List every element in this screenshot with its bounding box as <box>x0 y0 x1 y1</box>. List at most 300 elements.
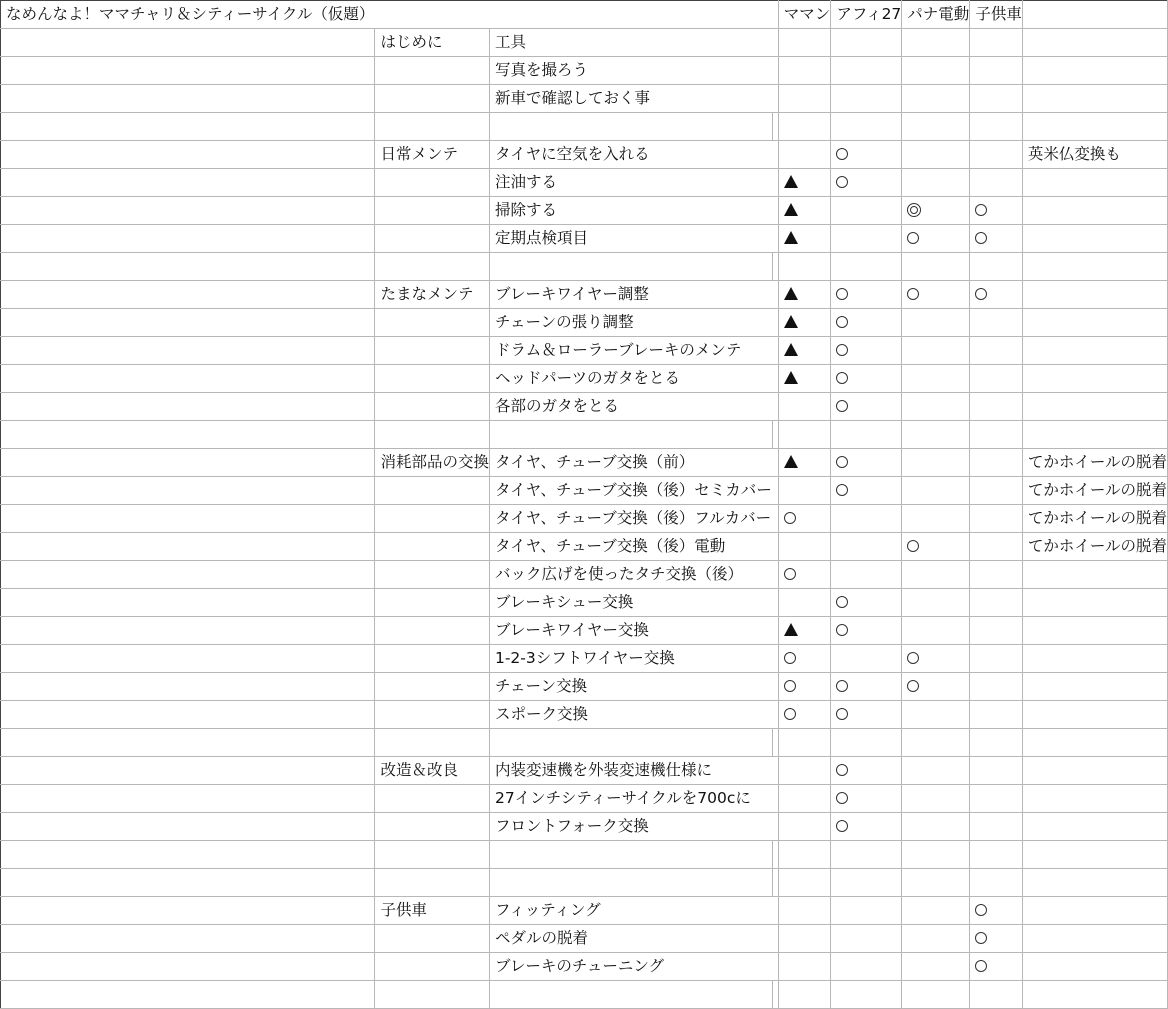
mark-cell[interactable] <box>902 701 970 729</box>
item-cell[interactable] <box>489 813 772 841</box>
item-cell-text: ブレーキシュー交換 <box>494 593 634 611</box>
mark-cell[interactable] <box>778 225 831 253</box>
item-cell[interactable] <box>489 673 772 701</box>
mark-cell[interactable] <box>831 841 902 869</box>
mark-cell[interactable] <box>778 925 831 953</box>
category-cell[interactable] <box>375 449 490 477</box>
note-cell[interactable] <box>1022 925 1167 953</box>
item-cell[interactable] <box>489 645 772 673</box>
mark-cell[interactable] <box>902 57 970 85</box>
category-cell[interactable] <box>375 869 490 897</box>
mark-cell[interactable] <box>778 421 831 449</box>
note-cell[interactable] <box>1022 113 1167 141</box>
mark-cell[interactable] <box>902 561 970 589</box>
mark-cell[interactable] <box>831 729 902 757</box>
note-cell[interactable] <box>1022 981 1167 1009</box>
item-cell[interactable] <box>489 841 772 869</box>
mark-cell[interactable] <box>970 505 1023 533</box>
mark-cell[interactable] <box>831 29 902 57</box>
mark-cell[interactable] <box>778 561 831 589</box>
note-cell[interactable] <box>1022 337 1167 365</box>
column-header[interactable] <box>902 1 970 29</box>
mark-cell[interactable] <box>902 673 970 701</box>
mark-cell[interactable] <box>831 701 902 729</box>
category-cell[interactable] <box>375 477 490 505</box>
note-cell[interactable] <box>1022 869 1167 897</box>
category-cell[interactable] <box>375 813 490 841</box>
mark-cell[interactable] <box>902 169 970 197</box>
mark-cell[interactable] <box>778 869 831 897</box>
item-cell[interactable] <box>489 253 772 281</box>
item-cell[interactable] <box>489 29 772 57</box>
row-cell[interactable] <box>1 169 375 197</box>
mark-cell[interactable] <box>778 729 831 757</box>
mark-cell[interactable] <box>902 365 970 393</box>
row-cell[interactable] <box>1 505 375 533</box>
mark-cell[interactable] <box>778 813 831 841</box>
mark-cell[interactable] <box>970 57 1023 85</box>
category-cell[interactable] <box>375 141 490 169</box>
category-cell[interactable] <box>375 981 490 1009</box>
row-cell[interactable] <box>1 729 375 757</box>
mark-cell[interactable] <box>970 561 1023 589</box>
row-cell[interactable] <box>1 757 375 785</box>
mark-cell[interactable] <box>778 757 831 785</box>
mark-cell[interactable] <box>970 897 1023 925</box>
row-cell[interactable] <box>1 225 375 253</box>
mark-cell[interactable] <box>778 589 831 617</box>
mark-cell[interactable] <box>778 309 831 337</box>
mark-cell[interactable] <box>778 29 831 57</box>
row-cell[interactable] <box>1 253 375 281</box>
mark-cell[interactable] <box>970 393 1023 421</box>
mark-cell[interactable] <box>831 925 902 953</box>
note-cell[interactable] <box>1022 449 1167 477</box>
mark-cell[interactable] <box>831 85 902 113</box>
row-cell[interactable] <box>1 953 375 981</box>
row-cell[interactable] <box>1 645 375 673</box>
note-cell[interactable] <box>1022 505 1167 533</box>
note-cell[interactable] <box>1022 785 1167 813</box>
mark-cell[interactable] <box>831 785 902 813</box>
row-cell[interactable] <box>1 449 375 477</box>
mark-cell[interactable] <box>902 757 970 785</box>
mark-cell[interactable] <box>831 225 902 253</box>
mark-cell[interactable] <box>970 533 1023 561</box>
mark-cell[interactable] <box>778 365 831 393</box>
mark-cell[interactable] <box>902 785 970 813</box>
category-cell[interactable] <box>375 589 490 617</box>
title-cell[interactable] <box>1 1 375 29</box>
mark-cell[interactable] <box>970 981 1023 1009</box>
mark-cell[interactable] <box>831 953 902 981</box>
mark-cell[interactable] <box>778 897 831 925</box>
title-overflow-cell[interactable] <box>375 1 490 29</box>
mark-cell[interactable] <box>970 813 1023 841</box>
row-cell[interactable] <box>1 561 375 589</box>
mark-cell[interactable] <box>970 29 1023 57</box>
mark-cell[interactable] <box>970 925 1023 953</box>
mark-cell[interactable] <box>778 953 831 981</box>
category-cell[interactable] <box>375 785 490 813</box>
mark-cell[interactable] <box>902 197 970 225</box>
mark-cell[interactable] <box>902 85 970 113</box>
note-cell[interactable] <box>1022 253 1167 281</box>
note-cell[interactable] <box>1022 673 1167 701</box>
mark-cell[interactable] <box>778 253 831 281</box>
category-cell[interactable] <box>375 673 490 701</box>
note-cell[interactable] <box>1022 225 1167 253</box>
mark-cell[interactable] <box>970 729 1023 757</box>
mark-cell[interactable] <box>902 29 970 57</box>
mark-cell[interactable] <box>970 337 1023 365</box>
note-cell[interactable] <box>1022 57 1167 85</box>
mark-cell[interactable] <box>831 617 902 645</box>
mark-cell[interactable] <box>970 589 1023 617</box>
table-row <box>1 589 1168 617</box>
mark-cell[interactable] <box>902 281 970 309</box>
mark-cell[interactable] <box>970 141 1023 169</box>
note-cell[interactable] <box>1022 141 1167 169</box>
note-cell[interactable] <box>1022 561 1167 589</box>
row-cell[interactable] <box>1 281 375 309</box>
category-cell[interactable] <box>375 29 490 57</box>
mark-cell[interactable] <box>831 449 902 477</box>
row-cell[interactable] <box>1 393 375 421</box>
mark-cell[interactable] <box>902 953 970 981</box>
note-cell[interactable] <box>1022 589 1167 617</box>
mark-cell[interactable] <box>831 869 902 897</box>
category-cell[interactable] <box>375 113 490 141</box>
mark-cell[interactable] <box>902 813 970 841</box>
mark-cell[interactable] <box>778 337 831 365</box>
item-cell[interactable] <box>489 113 772 141</box>
item-cell-text: ブレーキワイヤー交換 <box>494 621 649 639</box>
mark-cell[interactable] <box>831 673 902 701</box>
note-cell[interactable] <box>1022 897 1167 925</box>
column-header[interactable] <box>970 1 1023 29</box>
mark-cell[interactable] <box>778 981 831 1009</box>
note-cell[interactable] <box>1022 281 1167 309</box>
item-cell[interactable] <box>489 505 772 533</box>
item-cell[interactable] <box>489 729 772 757</box>
item-cell[interactable] <box>489 785 772 813</box>
item-cell[interactable] <box>489 589 772 617</box>
mark-cell[interactable] <box>902 309 970 337</box>
mark-cell[interactable] <box>970 365 1023 393</box>
item-cell[interactable] <box>489 57 772 85</box>
item-cell[interactable] <box>489 561 772 589</box>
mark-cell[interactable] <box>970 841 1023 869</box>
item-cell[interactable] <box>489 197 772 225</box>
category-cell[interactable] <box>375 757 490 785</box>
mark-cell[interactable] <box>778 197 831 225</box>
item-cell[interactable] <box>489 393 772 421</box>
mark-cell[interactable] <box>778 393 831 421</box>
item-cell[interactable] <box>489 897 772 925</box>
mark-cell[interactable] <box>778 141 831 169</box>
note-cell[interactable] <box>1022 393 1167 421</box>
note-cell[interactable] <box>1022 953 1167 981</box>
category-cell[interactable] <box>375 925 490 953</box>
mark-cell[interactable] <box>970 617 1023 645</box>
table-row <box>1 169 1168 197</box>
category-cell[interactable] <box>375 561 490 589</box>
note-cell[interactable] <box>1022 85 1167 113</box>
note-cell[interactable] <box>1022 617 1167 645</box>
category-cell[interactable] <box>375 953 490 981</box>
mark-cell[interactable] <box>902 925 970 953</box>
mark-cell[interactable] <box>970 869 1023 897</box>
mark-cell[interactable] <box>778 673 831 701</box>
note-cell[interactable] <box>1022 701 1167 729</box>
mark-cell[interactable] <box>902 897 970 925</box>
mark-cell[interactable] <box>831 533 902 561</box>
header-cell[interactable] <box>1022 1 1167 29</box>
mark-cell[interactable] <box>831 281 902 309</box>
item-cell[interactable] <box>489 225 772 253</box>
category-cell[interactable] <box>375 505 490 533</box>
mark-cell[interactable] <box>970 309 1023 337</box>
category-cell[interactable] <box>375 197 490 225</box>
mark-cell[interactable] <box>831 337 902 365</box>
row-cell[interactable] <box>1 57 375 85</box>
mark-cell[interactable] <box>831 589 902 617</box>
item-cell[interactable] <box>489 421 772 449</box>
category-cell[interactable] <box>375 365 490 393</box>
mark-cell[interactable] <box>902 141 970 169</box>
row-cell[interactable] <box>1 617 375 645</box>
row-cell[interactable] <box>1 141 375 169</box>
category-cell[interactable] <box>375 645 490 673</box>
row-cell[interactable] <box>1 85 375 113</box>
mark-cell[interactable] <box>778 701 831 729</box>
circle-mark-icon <box>836 708 848 720</box>
mark-cell[interactable] <box>831 477 902 505</box>
note-cell[interactable] <box>1022 309 1167 337</box>
mark-cell[interactable] <box>831 197 902 225</box>
row-cell[interactable] <box>1 421 375 449</box>
mark-cell[interactable] <box>970 113 1023 141</box>
category-cell[interactable] <box>375 701 490 729</box>
mark-cell[interactable] <box>970 85 1023 113</box>
mark-cell[interactable] <box>831 757 902 785</box>
mark-cell[interactable] <box>831 813 902 841</box>
category-cell[interactable] <box>375 281 490 309</box>
mark-cell[interactable] <box>970 701 1023 729</box>
row-cell[interactable] <box>1 869 375 897</box>
mark-cell[interactable] <box>902 225 970 253</box>
row-cell[interactable] <box>1 533 375 561</box>
mark-cell[interactable] <box>831 897 902 925</box>
table-row <box>1 841 1168 869</box>
item-cell[interactable] <box>489 925 772 953</box>
mark-cell[interactable] <box>831 393 902 421</box>
mark-cell[interactable] <box>778 477 831 505</box>
row-cell[interactable] <box>1 701 375 729</box>
mark-cell[interactable] <box>778 169 831 197</box>
mark-cell[interactable] <box>970 785 1023 813</box>
mark-cell[interactable] <box>831 505 902 533</box>
mark-cell[interactable] <box>970 253 1023 281</box>
row-cell[interactable] <box>1 897 375 925</box>
mark-cell[interactable] <box>970 197 1023 225</box>
mark-cell[interactable] <box>831 113 902 141</box>
category-cell[interactable] <box>375 393 490 421</box>
item-cell[interactable] <box>489 141 772 169</box>
item-cell[interactable] <box>489 757 772 785</box>
mark-cell[interactable] <box>902 869 970 897</box>
row-cell[interactable] <box>1 197 375 225</box>
mark-cell[interactable] <box>902 533 970 561</box>
column-header[interactable] <box>831 1 902 29</box>
category-cell[interactable] <box>375 85 490 113</box>
note-cell[interactable] <box>1022 729 1167 757</box>
mark-cell[interactable] <box>831 645 902 673</box>
mark-cell[interactable] <box>831 57 902 85</box>
mark-cell[interactable] <box>902 645 970 673</box>
note-cell[interactable] <box>1022 813 1167 841</box>
row-cell[interactable] <box>1 925 375 953</box>
row-cell[interactable] <box>1 785 375 813</box>
note-cell[interactable] <box>1022 197 1167 225</box>
circle-mark-icon <box>836 288 848 300</box>
note-cell[interactable] <box>1022 477 1167 505</box>
mark-cell[interactable] <box>831 309 902 337</box>
title-overflow-cell[interactable] <box>489 1 772 29</box>
note-cell[interactable] <box>1022 169 1167 197</box>
item-cell[interactable] <box>489 477 772 505</box>
mark-cell[interactable] <box>902 505 970 533</box>
item-cell[interactable] <box>489 617 772 645</box>
category-cell[interactable] <box>375 897 490 925</box>
mark-cell[interactable] <box>902 113 970 141</box>
note-cell[interactable] <box>1022 365 1167 393</box>
mark-cell[interactable] <box>902 841 970 869</box>
mark-cell[interactable] <box>902 393 970 421</box>
item-cell[interactable] <box>489 869 772 897</box>
mark-cell[interactable] <box>778 505 831 533</box>
mark-cell[interactable] <box>970 673 1023 701</box>
item-cell[interactable] <box>489 365 772 393</box>
mark-cell[interactable] <box>970 645 1023 673</box>
row-cell[interactable] <box>1 337 375 365</box>
row-cell[interactable] <box>1 477 375 505</box>
mark-cell[interactable] <box>778 533 831 561</box>
mark-cell[interactable] <box>831 981 902 1009</box>
mark-cell[interactable] <box>970 169 1023 197</box>
mark-cell[interactable] <box>902 253 970 281</box>
table-row <box>1 617 1168 645</box>
note-cell[interactable] <box>1022 533 1167 561</box>
mark-cell[interactable] <box>902 729 970 757</box>
item-cell[interactable] <box>489 449 772 477</box>
item-cell[interactable] <box>489 953 772 981</box>
row-cell[interactable] <box>1 673 375 701</box>
row-cell[interactable] <box>1 981 375 1009</box>
item-cell[interactable] <box>489 533 772 561</box>
category-cell[interactable] <box>375 225 490 253</box>
row-cell[interactable] <box>1 841 375 869</box>
mark-cell[interactable] <box>831 561 902 589</box>
mark-cell[interactable] <box>831 169 902 197</box>
item-cell[interactable] <box>489 981 772 1009</box>
category-cell[interactable] <box>375 729 490 757</box>
note-cell[interactable] <box>1022 841 1167 869</box>
category-cell[interactable] <box>375 169 490 197</box>
mark-cell[interactable] <box>902 421 970 449</box>
mark-cell[interactable] <box>902 617 970 645</box>
mark-cell[interactable] <box>970 757 1023 785</box>
mark-cell[interactable] <box>778 113 831 141</box>
mark-cell[interactable] <box>778 449 831 477</box>
mark-cell[interactable] <box>970 281 1023 309</box>
row-cell[interactable] <box>1 365 375 393</box>
mark-cell[interactable] <box>902 981 970 1009</box>
note-cell[interactable] <box>1022 757 1167 785</box>
mark-cell[interactable] <box>778 645 831 673</box>
mark-cell[interactable] <box>970 449 1023 477</box>
table-row <box>1 449 1168 477</box>
mark-cell[interactable] <box>778 617 831 645</box>
mark-cell[interactable] <box>970 225 1023 253</box>
mark-cell[interactable] <box>902 477 970 505</box>
row-cell[interactable] <box>1 309 375 337</box>
item-cell[interactable] <box>489 337 772 365</box>
mark-cell[interactable] <box>778 841 831 869</box>
note-cell[interactable] <box>1022 645 1167 673</box>
row-cell[interactable] <box>1 813 375 841</box>
item-cell[interactable] <box>489 85 772 113</box>
circle-mark-icon <box>907 232 919 244</box>
note-cell[interactable] <box>1022 29 1167 57</box>
column-header[interactable] <box>778 1 831 29</box>
mark-cell[interactable] <box>831 141 902 169</box>
mark-cell[interactable] <box>970 421 1023 449</box>
category-cell[interactable] <box>375 421 490 449</box>
mark-cell[interactable] <box>902 449 970 477</box>
item-cell[interactable] <box>489 701 772 729</box>
item-cell[interactable] <box>489 169 772 197</box>
mark-cell[interactable] <box>831 421 902 449</box>
category-cell[interactable] <box>375 841 490 869</box>
mark-cell[interactable] <box>970 477 1023 505</box>
mark-cell[interactable] <box>902 589 970 617</box>
mark-cell[interactable] <box>970 953 1023 981</box>
category-cell[interactable] <box>375 253 490 281</box>
category-cell[interactable] <box>375 617 490 645</box>
row-cell[interactable] <box>1 113 375 141</box>
mark-cell[interactable] <box>902 337 970 365</box>
category-cell[interactable] <box>375 309 490 337</box>
category-cell[interactable] <box>375 57 490 85</box>
item-cell[interactable] <box>489 281 772 309</box>
note-cell[interactable] <box>1022 421 1167 449</box>
mark-cell[interactable] <box>778 281 831 309</box>
mark-cell[interactable] <box>778 57 831 85</box>
circle-mark-icon <box>836 148 848 160</box>
item-cell[interactable] <box>489 309 772 337</box>
mark-cell[interactable] <box>778 785 831 813</box>
category-cell[interactable] <box>375 533 490 561</box>
row-cell[interactable] <box>1 589 375 617</box>
category-cell[interactable] <box>375 337 490 365</box>
mark-cell[interactable] <box>778 85 831 113</box>
triangle-mark-icon <box>784 623 798 636</box>
mark-cell[interactable] <box>831 253 902 281</box>
mark-cell[interactable] <box>831 365 902 393</box>
row-cell[interactable] <box>1 29 375 57</box>
